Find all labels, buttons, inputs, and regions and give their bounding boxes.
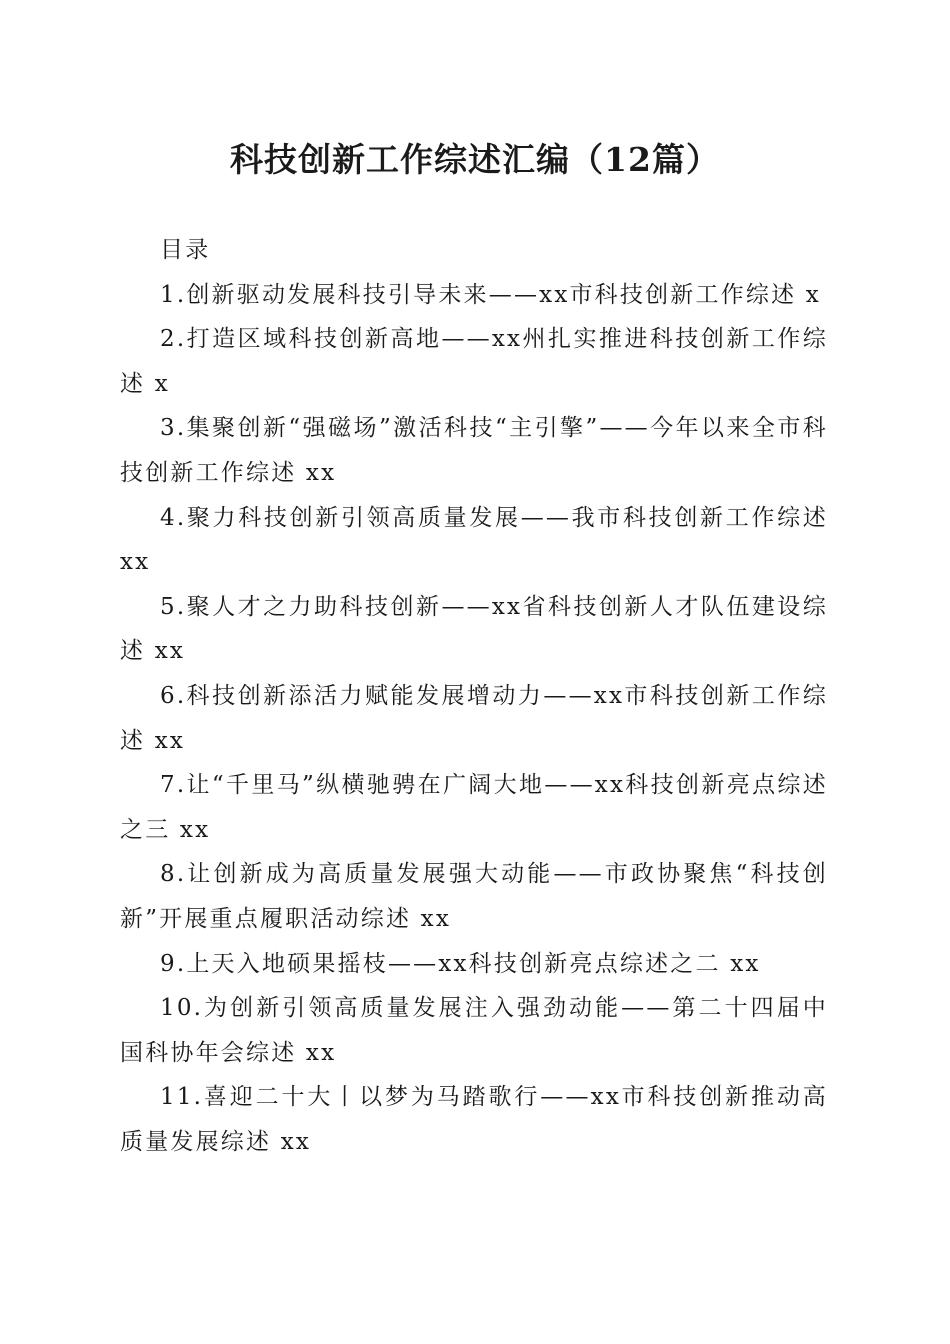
toc-entry-9: 9.上天入地硕果摇枝——xx科技创新亮点综述之二 xx: [160, 950, 761, 977]
toc-entry-8: 8.让创新成为高质量发展强大动能——市政协聚焦“科技创新”开展重点履职活动综述 xx: [120, 861, 828, 932]
toc-entry-2: 2.打造区域科技创新高地——xx州扎实推进科技创新工作综述 x: [120, 326, 828, 397]
toc-entry-4: 4.聚力科技创新引领高质量发展——我市科技创新工作综述 xx: [120, 504, 828, 576]
toc-heading: 目录: [160, 237, 211, 263]
toc-entry-3: 3.集聚创新“强磁场”激活科技“主引擎”——今年以来全市科技创新工作综述 xx: [120, 415, 828, 486]
document-title: 科技创新工作综述汇编（12篇）: [230, 140, 720, 179]
toc-entry-1: 1.创新驱动发展科技引导未来——xx市科技创新工作综述 x: [160, 281, 821, 308]
toc-entry-6: 6.科技创新添活力赋能发展增动力——xx市科技创新工作综述 xx: [120, 682, 828, 754]
toc-entry-7: 7.让“千里马”纵横驰骋在广阔大地——xx科技创新亮点综述之三 xx: [120, 772, 828, 843]
toc-entry-11: 11.喜迎二十大丨以梦为马踏歌行——xx市科技创新推动高质量发展综述 xx: [120, 1084, 828, 1155]
toc-entry-5: 5.聚人才之力助科技创新——xx省科技创新人才队伍建设综述 xx: [120, 593, 828, 665]
table-of-contents: [120, 228, 828, 1164]
toc-entry-10: 10.为创新引领高质量发展注入强劲动能——第二十四届中国科协年会综述 xx: [120, 995, 828, 1066]
